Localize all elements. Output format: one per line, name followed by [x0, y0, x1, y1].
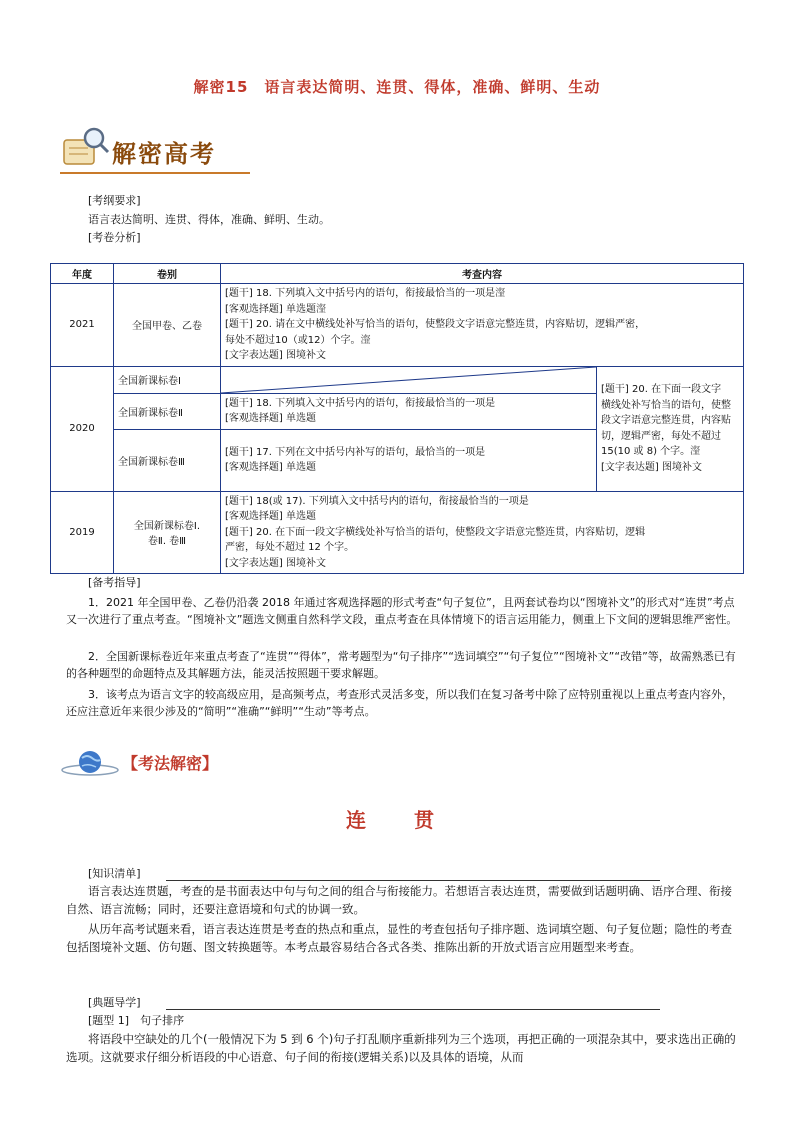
guide-heading: [备考指导] [88, 576, 141, 589]
page-title: 解密15 语言表达简明、连贯、得体，准确、鲜明、生动 [193, 78, 601, 96]
banner-underline [60, 172, 250, 174]
analysis-heading: [考卷分析] [88, 231, 141, 244]
content-2020-2: [题干] 18. 下列填入文中括号内的语句，衔接最恰当的一项是 [客观选择题] 单选题 [221, 393, 597, 429]
empty-cell-2020-1 [221, 366, 597, 393]
content-2020-right: [题干] 20. 在下面一段文字 横线处补写恰当的语句，使整 段文字语意完整连贯，内容贴 切，逻辑严密，每处不超过 15(10 或 8) 个字。瀣 [文字表达题] 图境补文 [597, 366, 744, 491]
col-header-year: 年度 [51, 264, 114, 284]
globe-icon [60, 748, 120, 778]
heading-rule-2 [166, 1009, 660, 1010]
guide-p1: 1．2021 年全国甲卷、乙卷仍沿袭 2018 年通过客观选择题的形式考查“句子复位”，且两套试卷均以“图境补文”的形式对“连贯”考点又一次进行了重点考查。“图境补文”题选文侧重自然科学文段，重点考查在具体情境下的语言运用能力，侧重上下文间的逻辑思维严密性。 [66, 596, 738, 626]
content-2020-3: [题干] 17. 下列在文中括号内补写的语句，最恰当的一项是 [客观选择题] 单选题 [221, 429, 597, 491]
year-2019: 2019 [51, 491, 114, 574]
heading-rule-1 [166, 880, 660, 881]
paper-2021: 全国甲卷、乙卷 [114, 284, 221, 367]
content-2019: [题干] 18(或 17). 下列填入文中括号内的语句，衔接最恰当的一项是 [客观选择题] 单选题 [题干] 20. 在下面一段文字横线处补写恰当的语句，使整段文字语意完整连贯，内容贴切，逻辑 严密，每处不超过 12 个字。 [文字表达题] 图境补文 [221, 491, 744, 574]
outline-heading: [考纲要求] [88, 194, 141, 207]
example-p1: 将语段中空缺处的几个(一般情况下为 5 到 6 个)句子打乱顺序重新排列为三个选项，再把正确的一项混杂其中，要求选出正确的选项。这就要求仔细分析语段的中心语意、句子间的衔接(逻辑关系)以及具体的语境，从而 [66, 1032, 736, 1064]
paper-2020-3: 全国新课标卷Ⅲ [114, 429, 221, 491]
guide-p2: 2．全国新课标卷近年来重点考查了“连贯”“得体”，常考题型为“句子排序”“选词填空”“句子复位”“图境补文”“改错”等，故需熟悉已有的各种题型的命题特点及其解题方法，能灵活按照题干要求解题。 [66, 650, 736, 680]
col-header-paper: 卷别 [114, 264, 221, 284]
knowledge-p2: 从历年高考试题来看，语言表达连贯是考查的热点和重点，显性的考查包括句子排序题、选词填空题、句子复位题；隐性的考查包括图境补文题、仿句题、图文转换题等。本考点最容易结合各式各类、推陈出新的开放式语言应用题型来考查。 [66, 922, 732, 954]
year-2021: 2021 [51, 284, 114, 367]
section-label: 【考法解密】 [122, 754, 219, 773]
example-type: [题型 1] 句子排序 [88, 1014, 185, 1027]
example-heading: [典题导学] [88, 996, 141, 1009]
paper-2020-2: 全国新课标卷Ⅱ [114, 393, 221, 429]
knowledge-heading: [知识清单] [88, 867, 141, 880]
outline-text: 语言表达简明、连贯、得体，准确、鲜明、生动。 [88, 213, 330, 226]
exam-analysis-table [50, 263, 744, 574]
knowledge-p1: 语言表达连贯题，考查的是书面表达中句与句之间的组合与衔接能力。若想语言表达连贯，需要做到话题明确、语序合理、衔接自然、语言流畅；同时，还要注意语境和句式的协调一致。 [66, 884, 732, 916]
paper-2020-1: 全国新课标卷Ⅰ [114, 366, 221, 393]
content-2021: [题干] 18. 下列填入文中括号内的语句，衔接最恰当的一项是瀣 [客观选择题] 单选题瀣 [题干] 20. 请在文中横线处补写恰当的语句，使整段文字语意完整连贯，内容贴切，逻辑严密， 每处不超过10（或12）个字。瀣 [文字表达题] 图境补文 [221, 284, 744, 367]
col-header-content: 考查内容 [221, 264, 744, 284]
guide-p3: 3．该考点为语言文字的较高级应用，是高频考点，考查形式灵活多变，所以我们在复习备考中除了应特别重视以上重点考查内容外，还应注意近年来很少涉及的“简明”“准确”“鲜明”“生动”等考点。 [66, 688, 733, 718]
section-heading: 连 贯 [346, 808, 448, 832]
banner-label: 解密高考 [112, 139, 216, 168]
paper-2019: 全国新课标卷Ⅰ. 卷Ⅱ. 卷Ⅲ [114, 491, 221, 574]
year-2020: 2020 [51, 366, 114, 491]
